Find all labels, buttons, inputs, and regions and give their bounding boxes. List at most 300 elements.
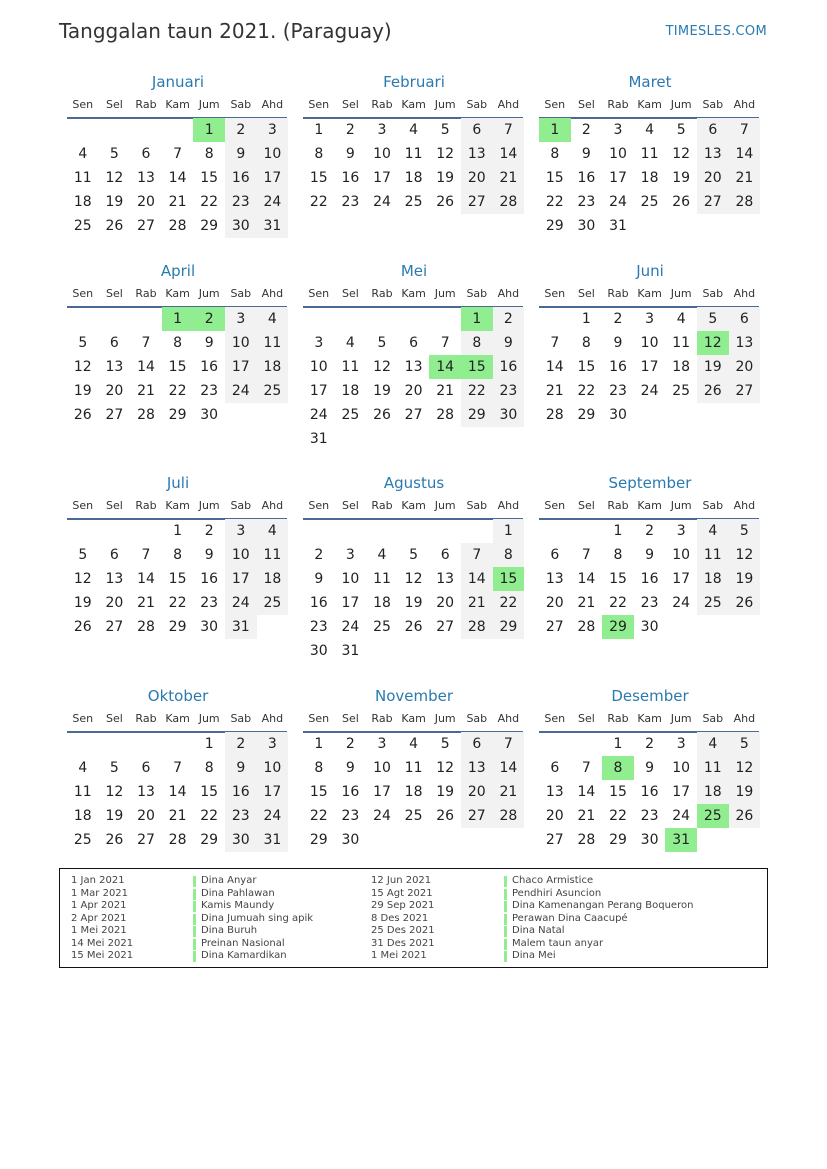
weekday-header: Sel xyxy=(105,712,123,725)
day-cell: 5 xyxy=(708,311,718,327)
day-cell: 23 xyxy=(640,595,659,611)
day-cell: 30 xyxy=(200,619,219,635)
day-cell: 7 xyxy=(739,122,749,138)
day-cell: 16 xyxy=(577,170,596,186)
day-cell: 4 xyxy=(267,523,277,539)
weekday-header: Sab xyxy=(702,499,724,512)
weekday-header: Sel xyxy=(341,499,359,512)
day-cell: 11 xyxy=(263,335,282,351)
legend-marker xyxy=(504,951,507,962)
day-cell: 14 xyxy=(577,784,596,800)
day-cell: 3 xyxy=(377,122,387,138)
weekday-header: Rab xyxy=(607,499,629,512)
day-cell: 29 xyxy=(309,832,328,848)
weekday-header: Sab xyxy=(230,499,252,512)
day-cell: 27 xyxy=(436,619,455,635)
day-cell: 4 xyxy=(377,547,387,563)
day-cell: 25 xyxy=(672,383,691,399)
legend-holiday-name: Dina Pahlawan xyxy=(201,887,275,899)
weekday-header: Kam xyxy=(401,499,426,512)
day-cell: 26 xyxy=(436,808,455,824)
legend-holiday-name: Perawan Dina Caacupé xyxy=(512,912,628,924)
day-cell: 16 xyxy=(200,359,219,375)
weekday-header: Rab xyxy=(135,712,157,725)
weekday-header: Rab xyxy=(135,98,157,111)
holiday-day: 1 xyxy=(539,118,571,142)
day-cell: 21 xyxy=(499,784,518,800)
legend-marker xyxy=(504,901,507,912)
day-cell: 13 xyxy=(545,571,564,587)
day-cell: 26 xyxy=(735,808,754,824)
day-cell: 26 xyxy=(373,407,391,423)
day-cell: 20 xyxy=(137,194,155,210)
day-cell: 15 xyxy=(168,571,187,587)
weekday-header: Sen xyxy=(72,712,94,725)
day-cell: 31 xyxy=(309,431,328,447)
day-cell: 28 xyxy=(168,832,187,848)
legend-holiday-name: Chaco Armistice xyxy=(512,875,594,886)
day-cell: 21 xyxy=(168,194,187,210)
day-cell: 15 xyxy=(200,784,219,800)
month-mei xyxy=(303,261,525,461)
day-cell: 22 xyxy=(609,595,627,611)
day-cell: 15 xyxy=(577,359,596,375)
day-cell: 21 xyxy=(436,383,455,399)
day-cell: 21 xyxy=(137,383,155,399)
day-cell: 26 xyxy=(703,383,722,399)
day-cell: 20 xyxy=(105,383,124,399)
day-cell: 28 xyxy=(577,619,596,635)
day-cell: 17 xyxy=(309,383,328,399)
day-cell: 9 xyxy=(645,547,655,563)
day-cell: 30 xyxy=(341,832,360,848)
legend-marker xyxy=(504,926,507,937)
legend-date: 8 Des 2021 xyxy=(371,912,429,924)
weekday-header: Ahd xyxy=(733,98,756,111)
day-cell: 27 xyxy=(467,194,486,210)
day-cell: 16 xyxy=(341,784,360,800)
weekday-header: Kam xyxy=(637,98,662,111)
weekday-header: Rab xyxy=(607,712,629,725)
day-cell: 3 xyxy=(267,122,277,138)
day-cell: 22 xyxy=(499,595,518,611)
day-cell: 18 xyxy=(263,571,282,587)
day-cell: 18 xyxy=(341,383,360,399)
day-cell: 9 xyxy=(236,760,246,776)
day-cell: 16 xyxy=(309,595,328,611)
day-cell: 21 xyxy=(577,595,596,611)
day-cell: 7 xyxy=(472,547,482,563)
day-cell: 5 xyxy=(739,523,749,539)
weekday-header: Ahd xyxy=(261,499,284,512)
day-cell: 30 xyxy=(200,407,219,423)
day-cell: 3 xyxy=(314,335,324,351)
day-cell: 27 xyxy=(735,383,754,399)
day-cell: 30 xyxy=(640,832,659,848)
day-cell: 16 xyxy=(200,571,219,587)
day-cell: 5 xyxy=(739,736,749,752)
month-name: Februari xyxy=(383,73,445,91)
legend-date: 1 Mar 2021 xyxy=(71,887,129,899)
day-cell: 17 xyxy=(231,571,250,587)
day-cell: 6 xyxy=(550,760,560,776)
day-cell: 2 xyxy=(345,122,355,138)
day-cell: 11 xyxy=(373,571,391,587)
day-cell: 11 xyxy=(703,760,722,776)
day-cell: 23 xyxy=(231,808,250,824)
day-cell: 8 xyxy=(204,760,214,776)
day-cell: 25 xyxy=(373,619,391,635)
day-cell: 11 xyxy=(703,547,722,563)
day-cell: 8 xyxy=(503,547,513,563)
day-cell: 23 xyxy=(309,619,328,635)
day-cell: 30 xyxy=(609,407,627,423)
legend-marker xyxy=(504,876,507,887)
day-cell: 26 xyxy=(73,619,92,635)
day-cell: 13 xyxy=(137,784,155,800)
weekday-header: Kam xyxy=(401,712,426,725)
weekday-header: Jum xyxy=(670,712,692,725)
day-cell: 3 xyxy=(613,122,623,138)
day-cell: 24 xyxy=(640,383,659,399)
day-cell: 9 xyxy=(645,760,655,776)
day-cell: 2 xyxy=(236,736,246,752)
day-cell: 14 xyxy=(499,146,518,162)
day-cell: 15 xyxy=(309,170,328,186)
weekday-header: Sen xyxy=(308,287,330,300)
day-cell: 29 xyxy=(577,407,596,423)
day-cell: 2 xyxy=(204,523,214,539)
day-cell: 8 xyxy=(550,146,560,162)
day-cell: 17 xyxy=(672,784,691,800)
day-cell: 25 xyxy=(73,218,92,234)
day-cell: 26 xyxy=(735,595,754,611)
day-cell: 5 xyxy=(440,122,450,138)
weekday-header: Jum xyxy=(670,98,692,111)
day-cell: 7 xyxy=(550,335,560,351)
weekday-header: Sen xyxy=(544,712,566,725)
weekday-header: Ahd xyxy=(497,287,520,300)
day-cell: 20 xyxy=(545,595,564,611)
legend-date: 12 Jun 2021 xyxy=(371,875,432,886)
day-cell: 29 xyxy=(168,407,187,423)
weekday-header: Jum xyxy=(434,712,456,725)
day-cell: 19 xyxy=(73,383,92,399)
day-cell: 21 xyxy=(735,170,754,186)
legend-date: 25 Des 2021 xyxy=(371,925,435,936)
day-cell: 31 xyxy=(263,218,282,234)
day-cell: 31 xyxy=(341,643,360,659)
day-cell: 25 xyxy=(263,595,282,611)
day-cell: 22 xyxy=(309,808,328,824)
holiday-day: 1 xyxy=(461,307,493,331)
day-cell: 30 xyxy=(231,218,250,234)
day-cell: 14 xyxy=(577,571,596,587)
day-cell: 4 xyxy=(708,523,718,539)
day-cell: 27 xyxy=(545,619,564,635)
day-cell: 12 xyxy=(105,170,124,186)
day-cell: 12 xyxy=(436,760,455,776)
legend-holiday-name: Malem taun anyar xyxy=(512,937,604,949)
day-cell: 26 xyxy=(105,218,124,234)
day-cell: 19 xyxy=(436,784,455,800)
holiday-day: 1 xyxy=(193,118,225,142)
day-cell: 23 xyxy=(341,194,360,210)
day-cell: 20 xyxy=(105,595,124,611)
day-cell: 29 xyxy=(200,832,219,848)
weekday-header: Sel xyxy=(577,499,595,512)
day-cell: 13 xyxy=(703,146,722,162)
month-februari xyxy=(303,72,525,272)
day-cell: 25 xyxy=(341,407,360,423)
weekday-header: Sen xyxy=(72,499,94,512)
day-cell: 23 xyxy=(499,383,518,399)
legend-date: 31 Des 2021 xyxy=(371,937,435,949)
day-cell: 8 xyxy=(314,146,324,162)
legend-holiday-name: Dina Buruh xyxy=(201,925,258,936)
weekday-header: Sel xyxy=(105,98,123,111)
weekday-header: Sab xyxy=(702,712,724,725)
day-cell: 30 xyxy=(640,619,659,635)
weekday-header: Jum xyxy=(434,98,456,111)
holiday-day: 8 xyxy=(602,756,634,780)
day-cell: 2 xyxy=(236,122,246,138)
day-cell: 12 xyxy=(436,146,455,162)
weekday-header: Rab xyxy=(371,98,393,111)
day-cell: 19 xyxy=(735,784,754,800)
legend-holiday-name: Dina Mei xyxy=(512,950,556,961)
day-cell: 1 xyxy=(613,736,623,752)
day-cell: 2 xyxy=(345,736,355,752)
day-cell: 16 xyxy=(640,784,659,800)
day-cell: 24 xyxy=(672,595,691,611)
day-cell: 18 xyxy=(703,784,722,800)
day-cell: 28 xyxy=(577,832,596,848)
day-cell: 9 xyxy=(503,335,513,351)
weekday-header: Rab xyxy=(371,499,393,512)
weekday-header: Jum xyxy=(670,287,692,300)
day-cell: 2 xyxy=(581,122,591,138)
weekday-header: Sab xyxy=(466,98,488,111)
weekday-header: Sel xyxy=(105,287,123,300)
weekday-header: Ahd xyxy=(497,98,520,111)
brand-link[interactable]: TIMESLES.COM xyxy=(665,24,767,39)
weekday-header: Rab xyxy=(607,98,629,111)
month-name: Juni xyxy=(636,262,664,280)
weekday-header: Jum xyxy=(198,287,220,300)
day-cell: 24 xyxy=(373,194,391,210)
day-cell: 9 xyxy=(236,146,246,162)
day-cell: 29 xyxy=(467,407,486,423)
month-november xyxy=(303,686,525,886)
holiday-day: 29 xyxy=(602,615,634,639)
legend-marker xyxy=(193,914,196,925)
day-cell: 2 xyxy=(645,523,655,539)
weekday-header: Rab xyxy=(371,712,393,725)
day-cell: 21 xyxy=(499,170,518,186)
weekday-header: Rab xyxy=(135,287,157,300)
day-cell: 12 xyxy=(404,571,423,587)
day-cell: 23 xyxy=(231,194,250,210)
day-cell: 16 xyxy=(640,571,659,587)
day-cell: 13 xyxy=(105,571,124,587)
month-name: April xyxy=(160,262,196,280)
day-cell: 9 xyxy=(613,335,623,351)
day-cell: 6 xyxy=(141,760,151,776)
legend-date: 2 Apr 2021 xyxy=(71,912,127,924)
day-cell: 22 xyxy=(467,383,486,399)
day-cell: 13 xyxy=(467,146,486,162)
legend-holiday-name: Pendhiri Asuncion xyxy=(512,887,602,899)
day-cell: 1 xyxy=(314,122,324,138)
month-april xyxy=(67,261,289,461)
day-cell: 27 xyxy=(105,619,124,635)
day-cell: 14 xyxy=(467,571,486,587)
weekday-header: Jum xyxy=(198,499,220,512)
legend-date: 29 Sep 2021 xyxy=(371,900,435,911)
month-name: Juli xyxy=(166,474,190,492)
day-cell: 28 xyxy=(499,808,518,824)
day-cell: 20 xyxy=(545,808,564,824)
day-cell: 22 xyxy=(200,808,219,824)
weekday-header: Kam xyxy=(165,98,190,111)
day-cell: 25 xyxy=(263,383,282,399)
legend-marker xyxy=(504,914,507,925)
day-cell: 2 xyxy=(314,547,324,563)
weekday-header: Sen xyxy=(308,712,330,725)
day-cell: 22 xyxy=(200,194,219,210)
day-cell: 17 xyxy=(263,170,282,186)
day-cell: 23 xyxy=(200,595,219,611)
day-cell: 20 xyxy=(467,170,486,186)
weekday-header: Sel xyxy=(341,712,359,725)
day-cell: 24 xyxy=(672,808,691,824)
holiday-day: 15 xyxy=(461,355,493,379)
day-cell: 19 xyxy=(373,383,391,399)
day-cell: 7 xyxy=(581,547,591,563)
day-cell: 9 xyxy=(581,146,591,162)
weekday-header: Sen xyxy=(308,98,330,111)
day-cell: 7 xyxy=(173,146,183,162)
holiday-day: 14 xyxy=(429,355,461,379)
day-cell: 7 xyxy=(440,335,450,351)
weekday-header: Sen xyxy=(544,287,566,300)
day-cell: 5 xyxy=(109,760,119,776)
day-cell: 12 xyxy=(735,547,754,563)
month-juni xyxy=(539,261,761,461)
day-cell: 16 xyxy=(609,359,627,375)
day-cell: 9 xyxy=(204,547,214,563)
day-cell: 30 xyxy=(309,643,328,659)
day-cell: 16 xyxy=(499,359,518,375)
day-cell: 19 xyxy=(436,170,455,186)
day-cell: 9 xyxy=(345,146,355,162)
weekday-header: Kam xyxy=(637,712,662,725)
day-cell: 6 xyxy=(141,146,151,162)
day-cell: 6 xyxy=(472,736,482,752)
day-cell: 8 xyxy=(581,335,591,351)
day-cell: 5 xyxy=(109,146,119,162)
legend-marker xyxy=(504,889,507,900)
legend-date: 1 Jan 2021 xyxy=(71,875,125,886)
day-cell: 5 xyxy=(676,122,686,138)
weekday-header: Sab xyxy=(230,98,252,111)
day-cell: 11 xyxy=(640,146,659,162)
day-cell: 14 xyxy=(137,359,155,375)
day-cell: 12 xyxy=(105,784,124,800)
day-cell: 3 xyxy=(645,311,655,327)
day-cell: 4 xyxy=(708,736,718,752)
day-cell: 1 xyxy=(204,736,214,752)
day-cell: 27 xyxy=(137,218,155,234)
day-cell: 19 xyxy=(404,595,423,611)
legend-date: 1 Mei 2021 xyxy=(371,950,427,961)
day-cell: 1 xyxy=(503,523,513,539)
legend-marker xyxy=(193,889,196,900)
weekday-header: Jum xyxy=(434,499,456,512)
weekday-header: Sel xyxy=(341,98,359,111)
weekday-header: Sen xyxy=(72,98,94,111)
day-cell: 20 xyxy=(735,359,754,375)
weekday-header: Kam xyxy=(401,98,426,111)
day-cell: 24 xyxy=(263,808,282,824)
day-cell: 21 xyxy=(467,595,486,611)
day-cell: 12 xyxy=(73,359,92,375)
legend-holiday-name: Dina Kamardikan xyxy=(201,950,287,961)
month-name: Agustus xyxy=(383,474,445,492)
day-cell: 11 xyxy=(341,359,360,375)
day-cell: 15 xyxy=(609,784,627,800)
day-cell: 6 xyxy=(739,311,749,327)
day-cell: 3 xyxy=(236,523,246,539)
day-cell: 13 xyxy=(137,170,155,186)
day-cell: 1 xyxy=(613,523,623,539)
day-cell: 20 xyxy=(404,383,423,399)
weekday-header: Sel xyxy=(577,712,595,725)
weekday-header: Sab xyxy=(466,499,488,512)
day-cell: 24 xyxy=(373,808,391,824)
weekday-header: Sab xyxy=(230,712,252,725)
day-cell: 17 xyxy=(263,784,282,800)
legend-date: 15 Agt 2021 xyxy=(371,887,433,899)
day-cell: 16 xyxy=(231,170,250,186)
day-cell: 17 xyxy=(373,170,391,186)
weekday-header: Sab xyxy=(230,287,252,300)
month-name: Maret xyxy=(628,73,672,91)
day-cell: 17 xyxy=(373,784,391,800)
day-cell: 7 xyxy=(141,547,151,563)
day-cell: 11 xyxy=(672,335,691,351)
day-cell: 7 xyxy=(141,335,151,351)
day-cell: 28 xyxy=(137,619,155,635)
legend-date: 15 Mei 2021 xyxy=(71,950,134,961)
day-cell: 18 xyxy=(404,170,423,186)
day-cell: 20 xyxy=(467,784,486,800)
day-cell: 6 xyxy=(708,122,718,138)
day-cell: 24 xyxy=(341,619,360,635)
day-cell: 13 xyxy=(467,760,486,776)
day-cell: 28 xyxy=(137,407,155,423)
day-cell: 19 xyxy=(73,595,92,611)
day-cell: 4 xyxy=(78,146,88,162)
month-name: November xyxy=(374,687,454,705)
day-cell: 11 xyxy=(263,547,282,563)
day-cell: 1 xyxy=(314,736,324,752)
day-cell: 26 xyxy=(404,619,423,635)
day-cell: 14 xyxy=(735,146,754,162)
day-cell: 21 xyxy=(168,808,187,824)
weekday-header: Kam xyxy=(165,499,190,512)
